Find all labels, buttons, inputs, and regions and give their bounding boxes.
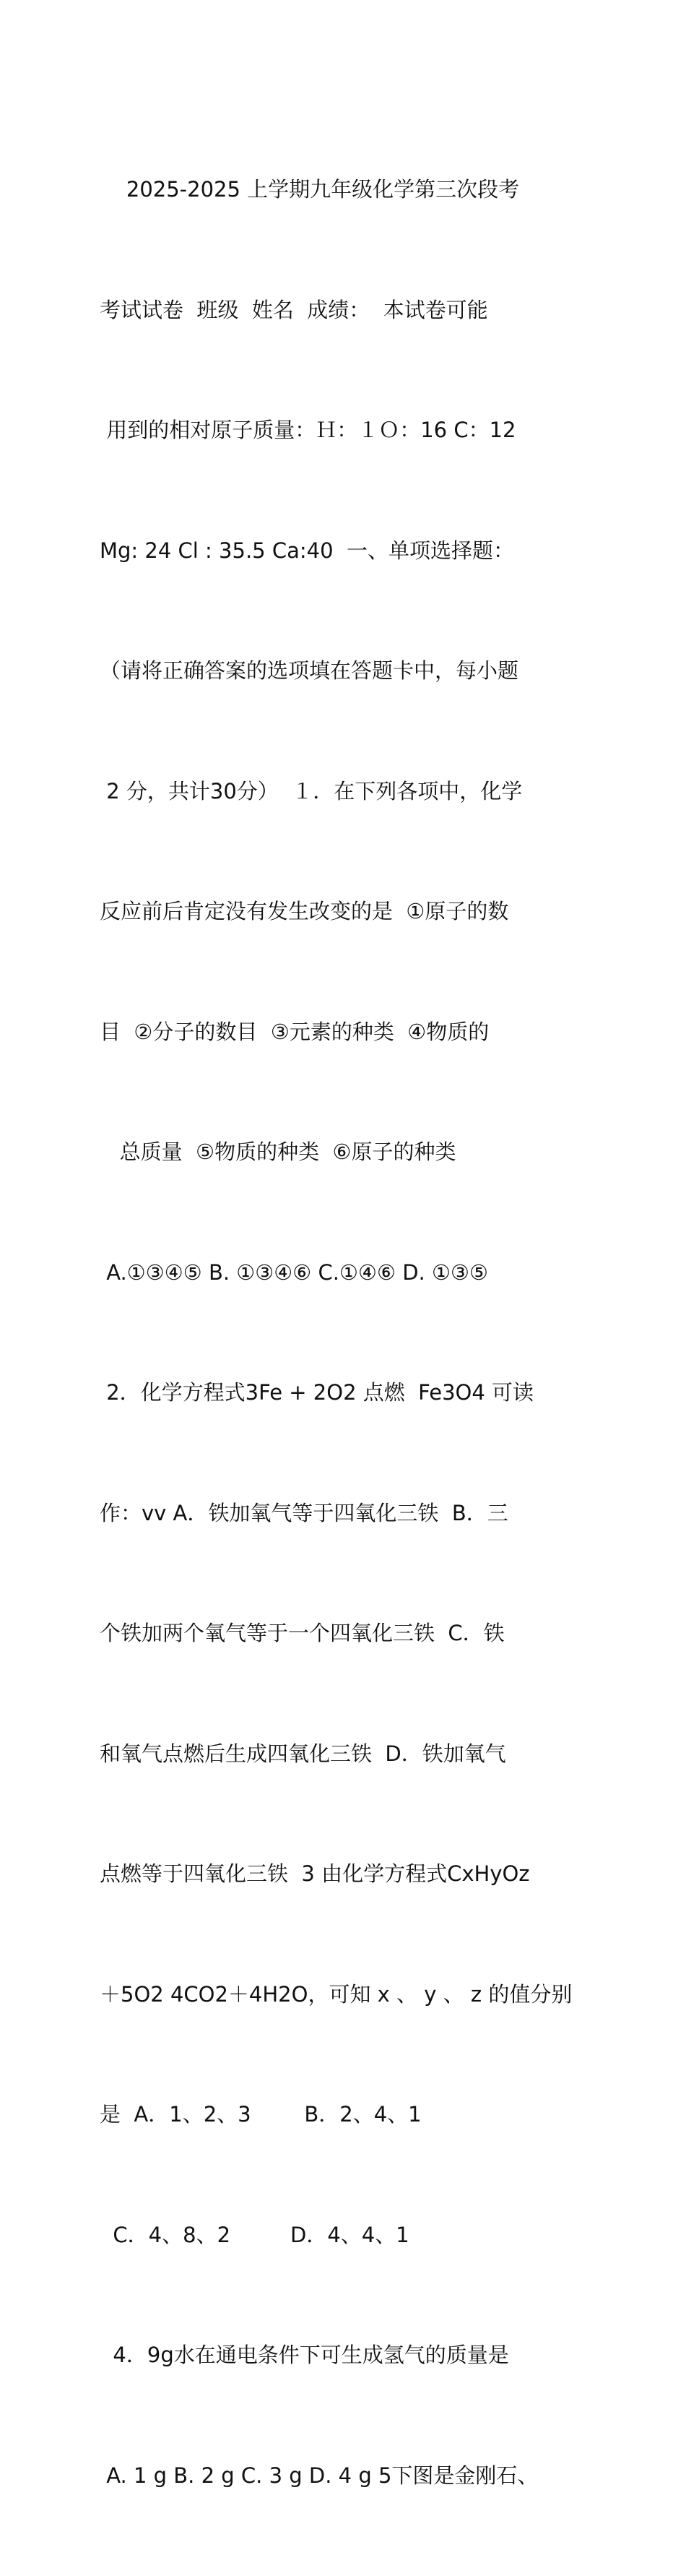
- text-line: 反应前后肯定没有发生改变的是 ①原子的数: [100, 899, 509, 923]
- text-line: 总质量 ⑤物质的种类 ⑥原子的种类: [100, 1140, 456, 1164]
- text-line: A.①③④⑤ B. ①③④⑥ C.①④⑥ D. ①③⑤: [100, 1259, 488, 1285]
- text-line: 4．9g水在通电条件下可生成氢气的质量是: [100, 2343, 509, 2367]
- text-line: 2 分，共计30分） １．在下列各项中，化学: [100, 778, 523, 804]
- text-line: 作：vv A．铁加氧气等于四氧化三铁 B．三: [100, 1500, 508, 1525]
- text-line: 用到的相对原子质量：Ｈ：１Ｏ：16 C：12: [100, 418, 516, 442]
- exam-text-block: [100, 90, 591, 2576]
- text-line: Mg: 24 Cl : 35.5 Ca:40 一、单项选择题：: [100, 538, 514, 563]
- text-line: 点燃等于四氧化三铁 3 由化学方程式CxHyOz: [100, 1861, 530, 1886]
- text-line: 考试试卷 班级 姓名 成绩： 本试卷可能: [100, 297, 488, 322]
- text-line: 和氧气点燃后生成四氧化三铁 D．铁加氧气: [100, 1741, 506, 1766]
- text-line: 2025-2025 上学期九年级化学第三次段考: [100, 177, 520, 202]
- text-line: C．4、8、2 D．4、4、1: [100, 2222, 409, 2247]
- text-line: （请将正确答案的选项填在答题卡中，每小题: [100, 658, 519, 683]
- text-line: A. 1 g B. 2 g C. 3 g D. 4 g 5下图是金刚石、: [100, 2463, 539, 2488]
- text-line: 个铁加两个氧气等于一个四氧化三铁 C．铁: [100, 1621, 505, 1645]
- text-line: 是 A．1、2、3 B．2、4、1: [100, 2102, 422, 2127]
- text-line: ＋5O2 4CO2＋4H2O，可知 x 、 y 、 z 的值分别: [100, 1981, 573, 2007]
- text-line: 2．化学方程式3Fe + 2O2 点燃 Fe3O4 可读: [100, 1380, 534, 1405]
- text-line: 目 ②分子的数目 ③元素的种类 ④物质的: [100, 1019, 490, 1044]
